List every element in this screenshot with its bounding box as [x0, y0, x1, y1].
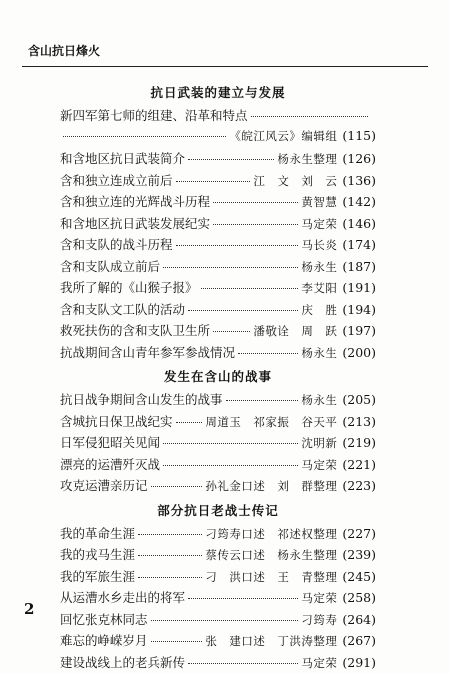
- entry-title: 难忘的峥嵘岁月: [60, 631, 148, 649]
- entry-author: 庆 胜: [301, 302, 337, 318]
- entry-page: (174): [342, 237, 376, 252]
- entry-title: 和含地区抗日武装简介: [60, 149, 185, 167]
- entry-page: (291): [342, 655, 376, 670]
- entry-page: (191): [342, 280, 376, 295]
- entry-page: (239): [342, 547, 376, 562]
- entry-page: (136): [342, 173, 376, 188]
- entry-page: (187): [342, 259, 376, 274]
- dot-leader: [213, 331, 250, 332]
- entry-title: 和含地区抗日武装发展纪实: [60, 214, 210, 232]
- dot-leader: [63, 136, 226, 137]
- toc-entry[interactable]: [60, 343, 376, 365]
- entry-title: 救死扶伤的含和支队卫生所: [60, 321, 210, 339]
- entry-author: 杨永生整理: [277, 151, 337, 167]
- entry-author: 李艾阳: [301, 280, 337, 296]
- entry-page: (146): [342, 216, 376, 231]
- entry-title: 含和支队成立前后: [60, 257, 160, 275]
- entry-author: 张 建口述 丁洪涛整理: [205, 633, 337, 649]
- entry-author: 马定荣: [301, 655, 337, 671]
- toc-entry[interactable]: [60, 128, 376, 150]
- entry-title: 我所了解的《山猴子报》: [60, 278, 198, 296]
- entry-page: (115): [342, 128, 376, 143]
- entry-page: (245): [342, 569, 376, 584]
- entry-page: (197): [342, 323, 376, 338]
- dot-leader: [151, 620, 299, 621]
- toc-entry[interactable]: [60, 390, 376, 412]
- entry-title: 含城抗日保卫战纪实: [60, 412, 173, 430]
- entry-author: 《皖江风云》编辑组: [229, 128, 337, 144]
- entry-author: 沈明新: [301, 435, 337, 451]
- entry-author: 马定荣: [301, 590, 337, 606]
- entry-author: 孙礼金口述 刘 群整理: [205, 478, 337, 494]
- toc-entry[interactable]: [60, 433, 376, 455]
- dot-leader: [138, 534, 202, 535]
- entry-author: 马定荣: [301, 216, 337, 232]
- toc-entry[interactable]: [60, 545, 376, 567]
- entry-page: (267): [342, 633, 376, 648]
- entry-page: (227): [342, 526, 376, 541]
- toc-entry[interactable]: [60, 235, 376, 257]
- entry-title: 抗战期间含山青年参军参战情况: [60, 343, 235, 361]
- entry-title: 我的戎马生涯: [60, 545, 135, 563]
- entry-title: 从运漕水乡走出的将军: [60, 588, 185, 606]
- entry-page: (194): [342, 302, 376, 317]
- dot-leader: [151, 486, 203, 487]
- entry-page: (223): [342, 478, 376, 493]
- dot-leader: [176, 245, 299, 246]
- entry-page: (221): [342, 457, 376, 472]
- entry-title: 建设战线上的老兵新传: [60, 653, 185, 671]
- dot-leader: [213, 202, 298, 203]
- entry-author: 杨永生: [301, 392, 337, 408]
- entry-page: (219): [342, 435, 376, 450]
- entry-title: 抗日战争期间含山发生的战事: [60, 390, 223, 408]
- toc-entry[interactable]: [60, 588, 376, 610]
- page-number: 2: [24, 600, 34, 618]
- entry-author: 马定荣: [301, 457, 337, 473]
- toc-entry[interactable]: [60, 476, 376, 498]
- dot-leader: [151, 641, 203, 642]
- section-title: 发生在含山的战事: [60, 364, 376, 390]
- toc-entry[interactable]: [60, 610, 376, 632]
- toc-entry[interactable]: [60, 524, 376, 546]
- running-head: 含山抗日烽火: [28, 42, 100, 59]
- toc-entry[interactable]: [60, 171, 376, 193]
- entry-author: 黄智慧: [301, 194, 337, 210]
- dot-leader: [176, 181, 251, 182]
- entry-title: 回忆张克林同志: [60, 610, 148, 628]
- toc-entry[interactable]: [60, 192, 376, 214]
- dot-leader: [138, 555, 202, 556]
- table-of-contents: [60, 80, 376, 674]
- toc-entry[interactable]: [60, 567, 376, 589]
- entry-title: 新四军第七师的组建、沿革和特点: [60, 106, 248, 124]
- entry-page: (264): [342, 612, 376, 627]
- entry-title: 含和独立连的光辉战斗历程: [60, 192, 210, 210]
- entry-author: 蔡传云口述 杨永生整理: [205, 547, 337, 563]
- entry-author: 刁筠寿: [301, 612, 337, 628]
- dot-leader: [188, 159, 274, 160]
- entry-title: 含和独立连成立前后: [60, 171, 173, 189]
- toc-entry[interactable]: [60, 257, 376, 279]
- entry-author: 江 文 刘 云: [253, 173, 337, 189]
- entry-title: 含和支队的战斗历程: [60, 235, 173, 253]
- toc-entry[interactable]: [60, 321, 376, 343]
- dot-leader: [213, 224, 298, 225]
- entry-title: 我的军旅生涯: [60, 567, 135, 585]
- entry-title: 我的革命生涯: [60, 524, 135, 542]
- toc-entry[interactable]: [60, 455, 376, 477]
- entry-title: 攻克运漕亲历记: [60, 476, 148, 494]
- dot-leader: [188, 310, 298, 311]
- entry-author: 刁 洪口述 王 青整理: [205, 569, 337, 585]
- entry-title: 含和支队文工队的活动: [60, 300, 185, 318]
- dot-leader: [226, 400, 299, 401]
- toc-entry[interactable]: [60, 278, 376, 300]
- toc-entry[interactable]: [60, 106, 376, 128]
- section-title: 抗日武装的建立与发展: [60, 80, 376, 106]
- toc-entry[interactable]: [60, 653, 376, 674]
- dot-leader: [176, 422, 203, 423]
- section-title: 部分抗日老战士传记: [60, 498, 376, 524]
- entry-title: 日军侵犯昭关见闻: [60, 433, 160, 451]
- dot-leader: [188, 663, 298, 664]
- entry-page: (142): [342, 194, 376, 209]
- entry-page: (258): [342, 590, 376, 605]
- toc-entry[interactable]: [60, 300, 376, 322]
- dot-leader: [163, 443, 298, 444]
- header-rule: [22, 66, 428, 67]
- entry-author: 潘敬诠 周 跃: [253, 323, 337, 339]
- toc-entry[interactable]: [60, 412, 376, 434]
- entry-author: 杨永生: [301, 259, 337, 275]
- entry-author: 马长炎: [301, 237, 337, 253]
- entry-title: 漂亮的运漕歼灭战: [60, 455, 160, 473]
- entry-author: 杨永生: [301, 345, 337, 361]
- entry-page: (213): [342, 414, 376, 429]
- dot-leader: [238, 353, 298, 354]
- entry-author: 周道玉 祁家振 谷天平: [205, 414, 337, 430]
- dot-leader: [138, 577, 202, 578]
- dot-leader: [163, 267, 298, 268]
- dot-leader: [163, 465, 298, 466]
- toc-entry[interactable]: [60, 149, 376, 171]
- entry-page: (200): [342, 345, 376, 360]
- dot-leader: [251, 116, 368, 117]
- entry-author: 刁筠寿口述 祁述权整理: [205, 526, 337, 542]
- toc-entry[interactable]: [60, 631, 376, 653]
- entry-page: (205): [342, 392, 376, 407]
- entry-page: (126): [342, 151, 376, 166]
- dot-leader: [188, 598, 298, 599]
- toc-entry[interactable]: [60, 214, 376, 236]
- dot-leader: [201, 288, 299, 289]
